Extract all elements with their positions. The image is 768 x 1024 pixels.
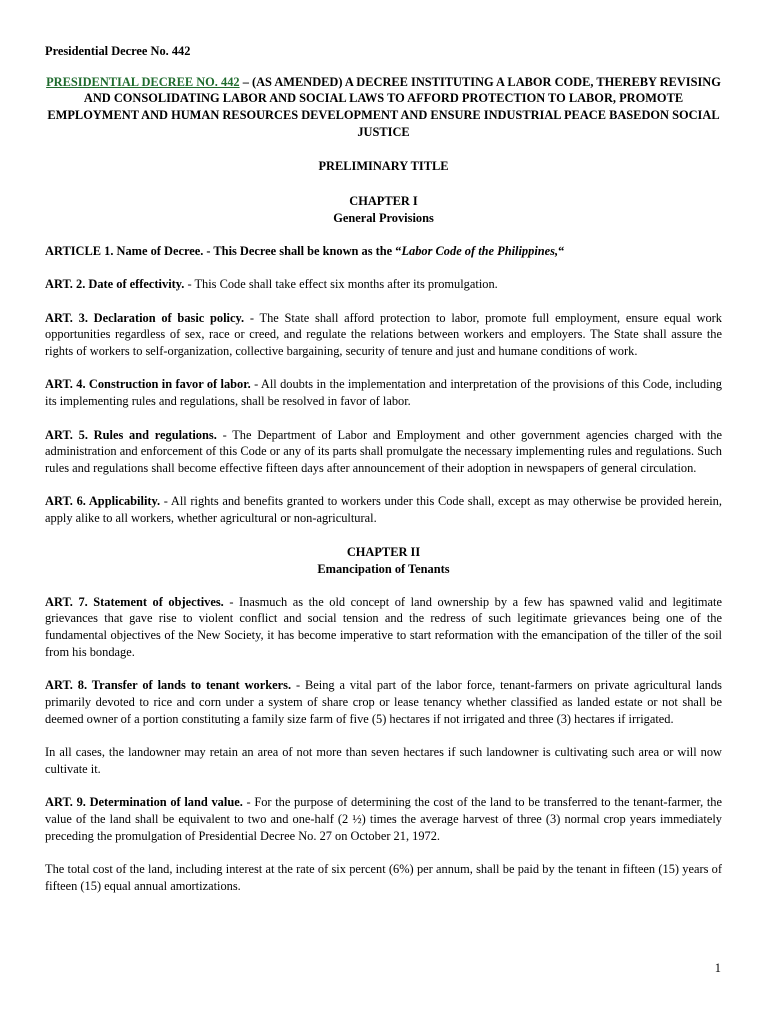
article-3 [45,310,722,360]
chapter-1-name: General Provisions [333,210,434,225]
article-7 [45,594,722,661]
article-5 [45,427,722,477]
article-4-heading: ART. 4. Construction in favor of labor. [45,377,251,392]
article-2 [45,276,722,293]
page-number: 1 [714,961,721,975]
decree-title [45,74,722,140]
chapter-1-heading [45,193,722,227]
article-3-body: - The State shall afford protection to labor, promote full employment, ensure equal work opportunities regardless of sex, race or creed, and regulate the relations between workers and employers. The State shall assure the rights of workers to self-organization, collective bargaining, security of tenure and just and humane conditions of work. [45,310,723,359]
article-6-body: - All rights and benefits granted to workers under this Code shall, except as may otherwise be provided herein, apply alike to all workers, whether agricultural or non-agricultural. [45,494,722,526]
article-1-tail: “ [558,243,565,258]
article-9-paragraph-2: The total cost of the land, including interest at the rate of six percent (6%) per annum, shall be paid by the tenant in fifteen (15) years of fifteen (15) equal annual amortizations. [45,862,722,893]
article-2-heading: ART. 2. Date of effectivity. [45,277,185,292]
article-5-heading: ART. 5. Rules and regulations. [45,427,217,442]
article-8-paragraph-2: In all cases, the landowner may retain an area of not more than seven hectares if such landowner is cultivating such area or will now cultivate it. [45,745,722,776]
article-1-code-name: Labor Code of the Philippines, [401,243,559,258]
article-1-lead: ARTICLE 1. Name of Decree. - This Decree shall be known as the “ [45,243,402,258]
document-page [45,43,722,911]
decree-title-text: – (AS AMENDED) A DECREE INSTITUTING A LABOR CODE, THEREBY REVISING AND CONSOLIDATING LABOR AND SOCIAL LAWS TO AFFORD PROTECTION TO LABOR, PROMOTE EMPLOYMENT AND HUMAN RESOURCES DEVELOPMENT AND ENSURE INDUSTRIAL PEACE BASEDON SOCIAL JUSTICE [47,74,721,139]
article-6 [45,493,722,527]
decree-title-link[interactable]: PRESIDENTIAL DECREE NO. 442 [46,74,240,89]
chapter-2-number: CHAPTER II [346,544,421,559]
article-9-heading: ART. 9. Determination of land value. [45,795,243,810]
article-8-heading: ART. 8. Transfer of lands to tenant workers. [45,678,292,693]
article-8-body: - Being a vital part of the labor force, tenant-farmers on private agricultural lands primarily devoted to rice and corn under a system of share crop or lease tenancy whether classified as landed estate or not shall be deemed owner of a portion constituting a family size farm of five (5) hectares if not irrigated and three (3) hectares if irrigated. [45,678,722,726]
article-2-body: - This Code shall take effect six months after its promulgation. [184,277,498,292]
document-header: Presidential Decree No. 442 [45,44,191,58]
article-9-body: - For the purpose of determining the cost of the land to be transferred to the tenant-farmer, the value of the land shall be equivalent to two and one-half (2 ½) times the average harvest of three (3) normal crop years immediately preceding the promulgation of Presidential Decree No. 27 on October 21, 1972. [45,795,723,843]
article-1 [45,243,722,260]
article-4-body: - All doubts in the implementation and interpretation of the provisions of this Code, including its implementing rules and regulations, shall be resolved in favor of labor. [45,377,722,409]
preliminary-title: PRELIMINARY TITLE [318,159,449,174]
article-6-heading: ART. 6. Applicability. [45,494,161,509]
article-7-body: - Inasmuch as the old concept of land ownership by a few has spawned valid and legitimate grievances that gave rise to violent conflict and social tension and the redress of such legitimate grievances being one of the fundamental objectives of the New Society, it has become imperative to start reformation with the emancipation of the tiller of the soil from his bondage. [45,594,722,659]
article-7-heading: ART. 7. Statement of objectives. [45,594,224,609]
article-8 [45,677,722,727]
chapter-2-heading [45,544,722,578]
chapter-2-name: Emancipation of Tenants [317,561,450,576]
article-4 [45,376,722,410]
article-3-heading: ART. 3. Declaration of basic policy. [45,310,245,325]
article-9 [45,794,722,844]
chapter-1-number: CHAPTER I [349,193,418,208]
article-5-body: - The Department of Labor and Employment and other government agencies charged with the administration and enforcement of this Code or any of its parts shall promulgate the necessary implementing rules and regulations. Such rules and regulations shall become effective fifteen days after announcement of their adoption in newspapers of general circulation. [45,427,722,476]
